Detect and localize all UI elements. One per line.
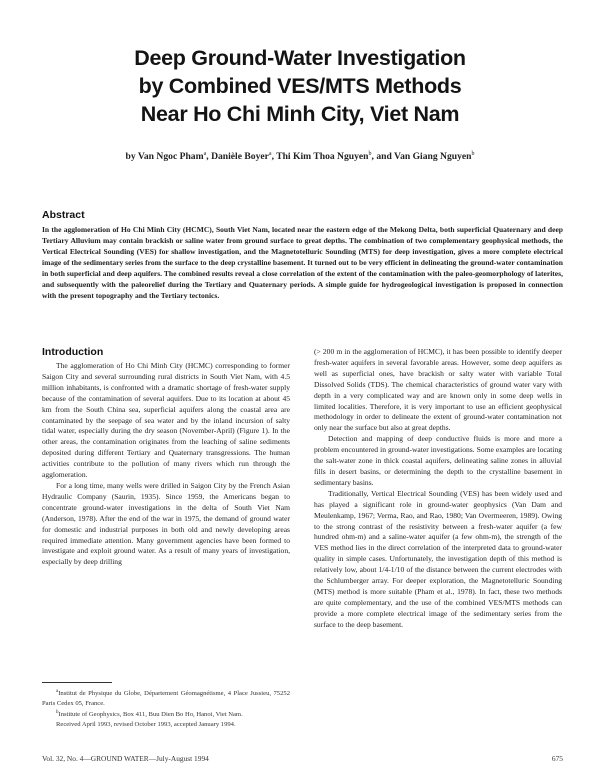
footnote-mark: a <box>56 689 59 694</box>
title-line-2: by Combined VES/MTS Methods <box>138 74 462 98</box>
author-name: Danièle Boyer <box>211 151 269 163</box>
author-separator: , and <box>371 151 395 163</box>
affiliation-mark: a <box>203 151 207 157</box>
footnote-text: Institut de Physique du Globe, Département Géomagnétisme, 4 Place Jussieu, 75252 Paris Cedex 05, France. <box>42 690 290 707</box>
footnote-text: Received April 1993, revised October 1993, accepted January 1994. <box>56 721 236 729</box>
paragraph: Traditionally, Vertical Electrical Sounding (VES) has been widely used and has played a significant role in ground-water geophysics (Van Dam and Meulenkamp, 1967; Verma, Rao, and Rao, 1980; Van Overmeeren, 1989). Owing to the strong contrast of the resistivity between a fresh-water aquifer (a few hundred ohm-m) and a saline-water aquifer (a few ohm-m), the strength of the VES method lies in the direct correlation of the interpreted data to ground-water quality in simple cases. Unfortunately, the investigation depth of this method is relatively low, about 1/4-1/10 of the distance between the current electrodes with the Schlumberger array. For deeper exploration, the Magnetotelluric Sounding (MTS) method is more suitable (Pham et al., 1978). In fact, these two methods are quite complementary, and the use of the combined VES/MTS methods can provide a more complete electrical image of the sedimentary series from the surface to the deep basement. <box>314 488 562 629</box>
footnote-rule <box>42 682 112 683</box>
right-column <box>314 347 562 631</box>
footnote <box>42 720 290 730</box>
journal-citation: Vol. 32, No. 4—GROUND WATER—July-August 1994 <box>42 754 209 763</box>
author-separator: , <box>271 151 277 163</box>
footnotes <box>42 687 290 730</box>
author-separator: , <box>206 151 212 163</box>
paper-title <box>60 44 540 128</box>
paragraph: The agglomeration of Ho Chi Minh City (HCMC) corresponding to former Saigon City and several surrounding rural districts in South Viet Nam, with 4.5 million inhabitants, is confronted with a dramatic shortage of fresh-water supply because of the contamination of several aquifers. Due to its location at about 45 km from the South China sea, superficial aquifers along the coastal area are contaminated by the seepage of sea water and by the inland incursion of salty tidal water, especially during the dry season (November-April) (Figure 1). In the other areas, the contamination originates from the leaching of saline sediments deposited during different Tertiary and Quaternary transgressions. The human activities contribute to the pollution of many rivers which run through the agglomeration. <box>42 361 290 480</box>
footnote <box>42 708 290 720</box>
footnote-mark: b <box>56 710 59 716</box>
author-name: by Van Ngoc Pham <box>125 151 204 163</box>
abstract-text: In the agglomeration of Ho Chi Minh City (HCMC), South Viet Nam, located near the eastern edge of the Mekong Delta, both superficial Quaternary and deep Tertiary Alluvium may contain brackish or saline water from ground surface to great depths. The combination of two complementary geophysical methods, the Vertical Electrical Sounding (VES) for shallow investigation, and the Magnetotelluric Sounding (MTS) for deep investigation, gives a more complete electrical image of the sedimentary series from the surface to the deep crystalline basement. It turned out to be very efficient in delineating the ground-water contamination in both superficial and deep aquifers. The combined results reveal a close correlation of the extent of the contamination with the paleo-geomorphology of laterites, and subsequently with the paleorelief during the Tertiary and Quaternary periods. A simple guide for hydrogeological investigation is proposed in connection with the present topography and the Tertiary tectonics. <box>42 225 563 300</box>
abstract-heading: Abstract <box>42 209 85 221</box>
author-name: Van Giang Nguyen <box>394 151 472 163</box>
author-name: Thi Kim Thoa Nguyen <box>276 151 369 163</box>
affiliation-mark: a <box>268 151 272 157</box>
paragraph: Detection and mapping of deep conductive fluids is more and more a problem encountered in ground-water investigations. Some examples are locating the salt-water zone in thick coastal aquifers, delineating saline zones in alluvial fills in desert basins, or determining the depth to the crystalline basement in sedimentary basins. <box>314 434 562 487</box>
footnote-text: Institute of Geophysics, Box 411, Buu Dien Bo Ho, Hanoi, Viet Nam. <box>58 711 243 719</box>
section-heading: Introduction <box>42 346 104 358</box>
title-line-3: Near Ho Chi Minh City, Viet Nam <box>140 102 460 126</box>
footnote <box>42 687 290 708</box>
affiliation-mark: b <box>368 151 372 157</box>
paragraph: (> 200 m in the agglomeration of HCMC), it has been possible to identify deeper fresh-water aquifers in several favorable areas. However, some deep aquifers as well as superficial ones, have brackish or salty water with variable Total Dissolved Solids (TDS). The chemical characteristics of ground water vary with depth in a very complicated way and are known only in some deep wells in limited localities. Therefore, it is very important to use an efficient geophysical methodology in order to delineate the extent of ground-water contamination not only near the surface but also at great depths. <box>314 347 562 433</box>
page-footer <box>42 754 563 763</box>
affiliation-mark: b <box>471 151 475 157</box>
paragraph: For a long time, many wells were drilled in Saigon City by the French Asian Hydraulic Company (Saurin, 1935). Since 1959, the Americans began to concentrate ground-water investigations in the delta of South Viet Nam (Anderson, 1978). After the end of the war in 1975, the demand of ground water for domestic and industrial purposes in both old and newly developing areas required immediate attention. Many government agencies have been formed to investigate and exploit ground water. As a result of many years of investigation, especially by deep drilling <box>42 480 290 567</box>
page-number: 675 <box>551 754 563 763</box>
title-line-1: Deep Ground-Water Investigation <box>134 46 466 70</box>
left-column <box>42 361 290 568</box>
author-line <box>40 151 560 162</box>
